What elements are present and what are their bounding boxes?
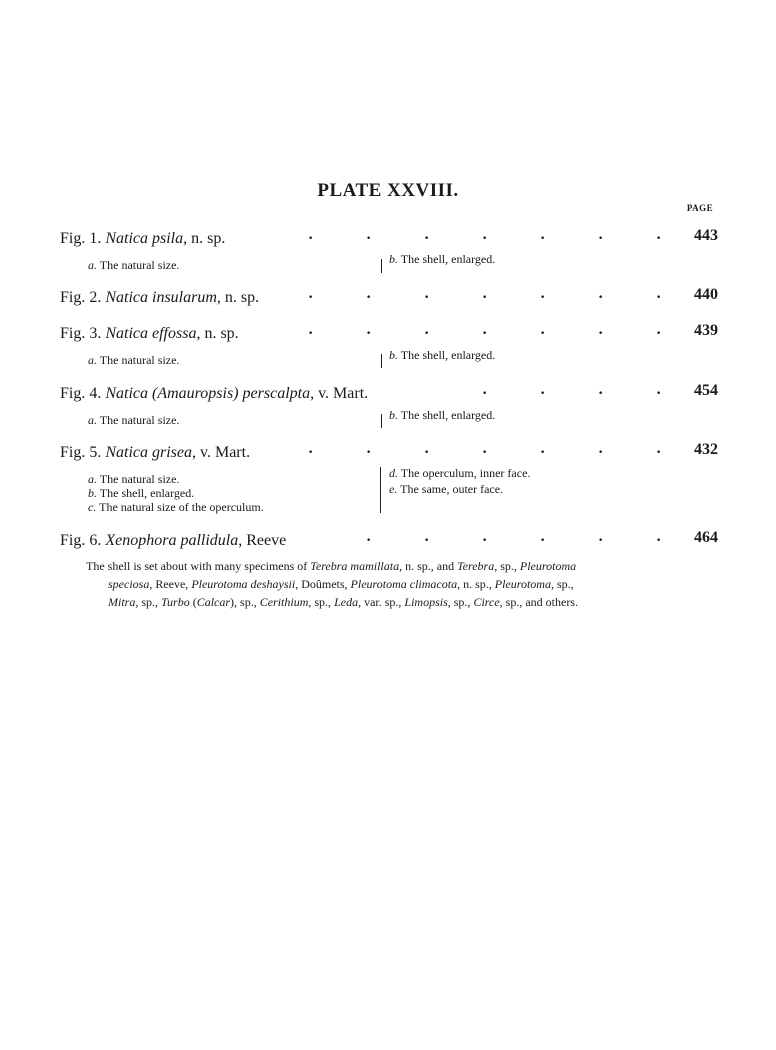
page-column-header: PAGE [686,203,714,213]
page-number: 440 [694,286,718,303]
figure-caption: Fig. 5. Natica grisea, v. Mart. [60,444,251,461]
species-name: Natica effossa [105,325,197,342]
sub-item: b. The shell, enlarged. [389,408,496,422]
species-subgenus: (Amauropsis) perscalpta [152,385,311,402]
sub-item: e. The same, outer face. [389,482,504,496]
species-name: Natica grisea [105,444,193,461]
divider [381,259,382,273]
sub-item: a. The natural size. [88,472,180,486]
sub-item: a. The natural size. [88,353,180,367]
figure-caption: Fig. 1. Natica psila, n. sp. [60,230,226,247]
leader-dots: · · · · · · · [308,289,662,306]
figure-entry [60,227,720,254]
divider [380,467,381,513]
note-line: Mitra, sp., Turbo (Calcar), sp., Cerithium, sp., Leda, var. sp., Limopsis, sp., Circe, sp., and others. [108,595,578,609]
sub-item: a. The natural size. [88,258,180,272]
figure-caption: Fig. 3. Natica effossa, n. sp. [60,325,239,342]
leader-dots: · · · · · · · [308,325,662,342]
figure-entry [60,322,720,349]
figure-entry [60,441,720,468]
figure-caption: Fig. 2. Natica insularum, n. sp. [60,289,260,306]
specimen-note [86,557,696,611]
plate-title: PLATE XXVIII. [317,180,459,201]
page-number: 454 [694,382,718,399]
leader-dots: · · · · · · · [308,230,662,247]
sub-item: a. The natural size. [88,413,180,427]
page-number: 432 [694,441,718,458]
divider [381,354,382,368]
leader-dots: · · · · · · · [308,444,662,461]
sub-item: c. The natural size of the operculum. [88,500,264,514]
page-number: 439 [694,322,718,339]
note-line: The shell is set about with many specimens of Terebra mamillata, n. sp., and Terebra, sp., Pleurotoma [86,559,577,573]
page-number: 443 [694,227,718,244]
leader-dots: · · · · · · [366,532,662,549]
page-number: 464 [694,529,718,546]
figure-entry [60,286,720,313]
species-name: Natica insularum [105,289,217,306]
sub-item: b. The shell, enlarged. [389,252,496,266]
leader-dots: · · · · [482,385,662,402]
species-name: Natica psila [105,230,184,247]
note-line: speciosa, Reeve, Pleurotoma deshaysii, Doûmets, Pleurotoma climacota, n. sp., Pleurotoma, sp., [108,577,574,591]
species-name: Natica [105,385,149,402]
divider [381,414,382,428]
figure-caption: Fig. 4. Natica (Amauropsis) perscalpta, v. Mart. [60,385,369,402]
figure-caption: Fig. 6. Xenophora pallidula, Reeve [60,532,287,549]
figure-entry [60,382,720,409]
sub-item: d. The operculum, inner face. [389,466,531,480]
sub-item: b. The shell, enlarged. [88,486,195,500]
species-name: Xenophora pallidula [105,532,239,549]
figure-entry [60,529,720,556]
sub-item: b. The shell, enlarged. [389,348,496,362]
